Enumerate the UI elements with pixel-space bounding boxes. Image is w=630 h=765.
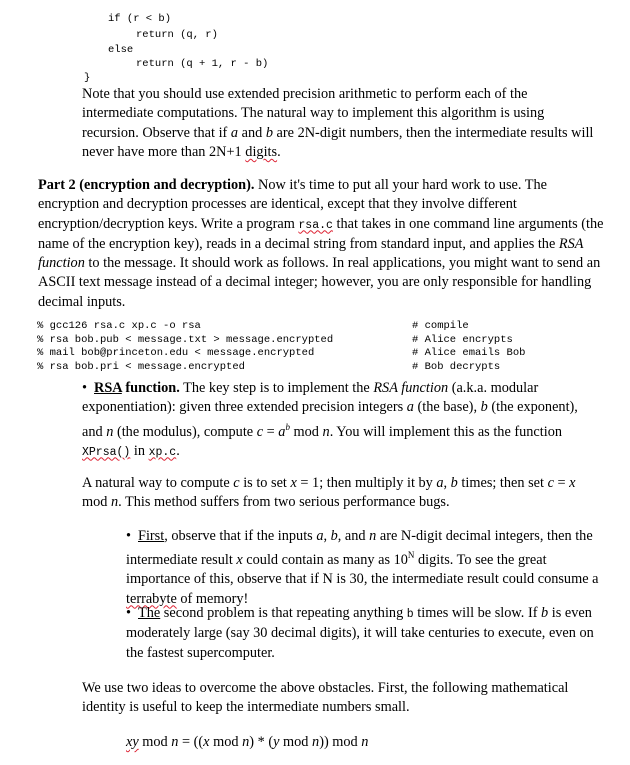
ideas-paragraph: We use two ideas to overcome the above obstacles. First, the following mathematical identity is useful to keep the intermediate numbers small.: [82, 680, 569, 716]
comment-decrypt: # Bob decrypts: [412, 361, 501, 373]
bug1-paragraph: • First, observe that if the inputs a, b, and n are N-digit decimal integers, then the intermediate result x could contain as many as $10^N$ digits. To see the great importance of this, observe that if N is 30, the intermediate result could consume a terrabyte of memory!: [126, 528, 599, 607]
natural-way-paragraph: A natural way to compute c is to set x = 1; then multiply it by a, b times; then set c = x mod n. This method suffers from two serious performance bugs.: [82, 475, 576, 511]
bullet-icon: •: [82, 380, 88, 396]
code-return-else-line: return (q + 1, r - b): [136, 58, 269, 70]
command-compile: % gcc126 rsa.c xp.c -o rsa: [37, 320, 201, 332]
code-return-line: return (q, r): [136, 29, 218, 41]
code-if-line: if (r < b): [108, 13, 172, 25]
bullet-icon: •: [126, 528, 132, 544]
xprsa-function-name: XPrsa(): [82, 445, 131, 459]
part2-heading: Part 2 (encryption and decryption).: [38, 177, 255, 193]
comment-compile: # compile: [412, 320, 469, 332]
command-encrypt: % rsa bob.pub < message.txt > message.encrypted: [37, 334, 334, 346]
modular-identity: xy mod n = ((x mod n) * (y mod n)) mod n: [126, 734, 369, 750]
command-decrypt: % rsa bob.pri < message.encrypted: [37, 361, 245, 373]
program-name: rsa.c: [298, 218, 333, 232]
code-closing-brace: }: [84, 72, 91, 84]
xp-file-name: xp.c: [148, 445, 177, 459]
comment-encrypt: # Alice encrypts: [412, 334, 513, 346]
command-mail: % mail bob@princeton.edu < message.encrypted: [37, 347, 315, 359]
comment-mail: # Alice emails Bob: [412, 347, 526, 359]
rsa-function-paragraph: • RSA function. The key step is to implement the RSA function (a.k.a. modular exponentiation): given three extended precision integers a (the base), b (the exponent), and n (the modulus), compute $c = a^b$ mod n. You will implement this as the function XPrsa() in xp.c.: [82, 380, 578, 459]
part2-paragraph: Part 2 (encryption and decryption). Now it's time to put all your hard work to use. The encryption and decryption processes are identical, except that they involve different encryption/decryption keys. Write a program rsa.c that takes in one command line arguments (the name of the encryption key), reads in a decimal string from standard input, and applies the RSA function to the message. It should work as follows. In real applications, you might want to send an ASCII text message instead of a decimal integer; however, you are only responsible for handling decimal inputs.: [38, 177, 604, 310]
bug2-paragraph: • The second problem is that repeating anything b times will be slow. If b is even moderately large (say 30 decimal digits), it will take centuries to execute, even on the fastest supercomputer.: [126, 605, 594, 661]
bullet-icon: •: [126, 605, 132, 621]
note-paragraph: Note that you should use extended precision arithmetic to perform each of the intermediate computations. The natural way to implement this algorithm is using recursion. Observe that if a and b are 2N-digit numbers, then the intermediate results will never have more than 2N+1 digits.: [82, 86, 594, 160]
code-else-line: else: [108, 44, 134, 56]
